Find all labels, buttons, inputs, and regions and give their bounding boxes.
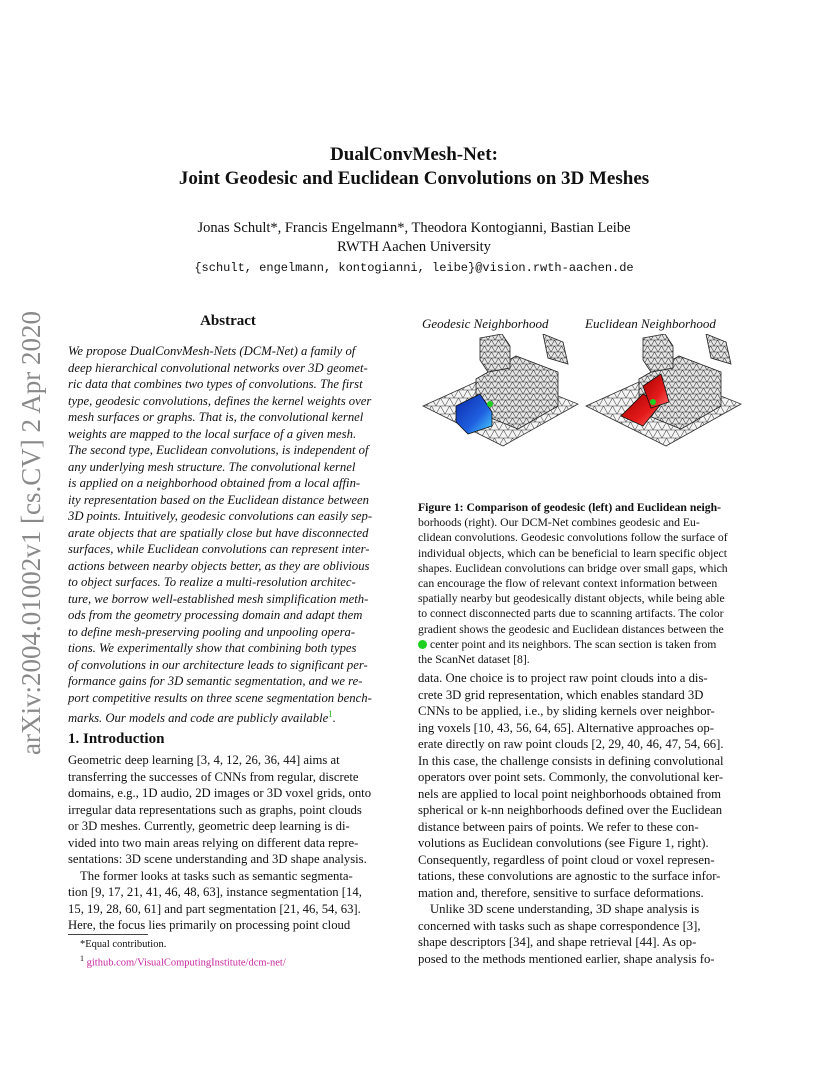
center-point-icon bbox=[650, 399, 656, 405]
abstract-line: formance gains for 3D semantic segmentation, and we re- bbox=[68, 674, 363, 688]
abstract-line: deep hierarchical convolutional networks over 3D geomet- bbox=[68, 360, 368, 375]
abstract-line: ods from the geometry processing domain and adapt them bbox=[68, 608, 363, 622]
caption-line: borhoods (right). Our DCM-Net combines geodesic and Eu- bbox=[418, 516, 700, 530]
authors: Jonas Schult*, Francis Engelmann*, Theodora Kontogianni, Bastian Leibe bbox=[197, 220, 631, 236]
caption-line: the ScanNet dataset [8]. bbox=[418, 653, 530, 667]
abstract-line: type, geodesic convolutions, defines the kernel weights over bbox=[68, 393, 372, 408]
body-line: In this case, the challenge consists in defining convolutional bbox=[418, 753, 724, 768]
intro-line: The former looks at tasks such as semantic segmenta- bbox=[80, 868, 353, 883]
abstract-line: is applied on a neighborhood obtained from a local affin- bbox=[68, 476, 361, 490]
caption-text: center point and its neighbors. The scan section is taken from bbox=[430, 637, 717, 651]
body-line: ing voxels [10, 43, 56, 64, 65]. Alternative approaches op- bbox=[418, 720, 714, 735]
caption-line: clidean convolutions. Geodesic convolutions follow the surface of bbox=[418, 531, 728, 545]
body-line: spherical or k-nn neighborhoods defined over the Euclidean bbox=[418, 803, 723, 817]
caption-line: to connect disconnected parts due to scanning artifacts. The color bbox=[418, 607, 724, 621]
body-line: concerned with tasks such as shape correspondence [3], bbox=[418, 918, 701, 933]
center-point-icon bbox=[418, 640, 427, 649]
abstract-line: ric data that combines two types of convolutions. The first bbox=[68, 377, 363, 391]
affiliation: RWTH Aachen University bbox=[337, 239, 491, 255]
body-line: erate directly on raw point clouds [2, 29, 40, 46, 47, 54, 66]. bbox=[418, 737, 724, 751]
abstract-line: tions. We experimentally show that combining both types bbox=[68, 641, 357, 655]
right-column-body bbox=[418, 670, 738, 967]
caption-line: shapes. Euclidean convolutions can bridge over small gaps, which bbox=[418, 561, 728, 575]
abstract-line: ity representation based on the Euclidean distance between bbox=[68, 492, 370, 507]
figure-label-euclidean: Euclidean Neighborhood bbox=[585, 316, 716, 331]
abstract-line: arate objects that are spatially close but have disconnected bbox=[68, 525, 369, 540]
caption-line: gradient shows the geodesic and Euclidean distances between the bbox=[418, 622, 724, 636]
abstract-line: any underlying mesh structure. The convolutional kernel bbox=[68, 459, 356, 474]
intro-line: vided into two main areas relying on different data repre- bbox=[68, 835, 359, 850]
footnote-equal: *Equal contribution. bbox=[80, 939, 167, 950]
caption-line: spatially nearby but geodesically distant objects, while being able bbox=[418, 592, 725, 606]
body-line: distance between pairs of points. We refer to these con- bbox=[418, 819, 699, 834]
body-line: crete 3D grid representation, which enables standard 3D bbox=[418, 687, 704, 702]
abstract-line: to define mesh-preserving pooling and unpooling opera- bbox=[68, 624, 356, 639]
abstract-line: to object surfaces. To realize a multi-resolution architec- bbox=[68, 575, 356, 589]
intro-line: Geometric deep learning [3, 4, 12, 26, 36, 44] aims at bbox=[68, 753, 340, 767]
body-line: CNNs to be applied, i.e., by sliding kernels over neighbor- bbox=[418, 704, 715, 718]
body-line: Consequently, regardless of point cloud or voxel represen- bbox=[418, 852, 715, 867]
intro-body bbox=[68, 752, 388, 934]
geodesic-mesh bbox=[423, 334, 578, 446]
arxiv-stamp-text: arXiv:2004.01002v1 [cs.CV] 2 Apr 2020 bbox=[16, 311, 46, 755]
euclidean-mesh bbox=[586, 334, 741, 446]
intro-line: Here, the focus lies primarily on processing point cloud bbox=[68, 918, 351, 932]
abstract-line: The second type, Euclidean convolutions, is independent of bbox=[68, 443, 369, 457]
body-line: posed to the methods mentioned earlier, shape analysis fo- bbox=[418, 951, 715, 966]
intro-line: 15, 19, 28, 60, 61] and part segmentation [21, 46, 54, 63]. bbox=[68, 901, 361, 916]
chair-mesh bbox=[543, 334, 568, 364]
chair-mesh bbox=[480, 334, 510, 372]
chair-mesh bbox=[706, 334, 731, 364]
abstract-last-line: marks. Our models and code are publicly available bbox=[68, 711, 329, 726]
abstract-body bbox=[68, 343, 388, 727]
chair-mesh bbox=[643, 334, 673, 372]
center-point-icon bbox=[487, 401, 493, 407]
paper-title-line2: Joint Geodesic and Euclidean Convolutions on 3D Meshes bbox=[178, 168, 650, 189]
footnote-rule bbox=[68, 934, 148, 935]
abstract-footnote-mark[interactable]: 1 bbox=[328, 709, 333, 719]
body-line: tations, these convolutions are agnostic to the surface infor- bbox=[418, 869, 721, 883]
caption-line: Figure 1: Comparison of geodesic (left) and Euclidean neigh- bbox=[418, 501, 722, 514]
abstract-line: 3D points. Intuitively, geodesic convolutions can easily sep- bbox=[68, 509, 373, 523]
intro-line: irregular data representations such as graphs, point clouds bbox=[68, 802, 362, 817]
intro-line: sentations: 3D scene understanding and 3D shape analysis. bbox=[68, 852, 367, 866]
abstract-line: of convolutions in our architecture leads to significant per- bbox=[68, 657, 368, 672]
body-line: operators over point sets. Commonly, the convolutional ker- bbox=[418, 770, 724, 784]
arxiv-stamp bbox=[0, 290, 50, 760]
body-line: data. One choice is to project raw point clouds into a dis- bbox=[418, 671, 708, 685]
abstract-line: weights are mapped to the local surface of a given mesh. bbox=[68, 426, 357, 441]
intro-line: or 3D meshes. Currently, geometric deep learning is di- bbox=[68, 819, 350, 833]
intro-heading: 1. Introduction bbox=[68, 731, 165, 747]
abstract-line: ture, we borrow well-established mesh simplification meth- bbox=[68, 591, 369, 606]
footnote-link-mark: 1 bbox=[80, 954, 84, 963]
caption-line: individual objects, which can be beneficial to learn specific object bbox=[418, 546, 727, 560]
caption-line: can encourage the flow of relevant context information between bbox=[418, 577, 718, 591]
intro-line: domains, e.g., 1D audio, 2D images or 3D voxel grids, onto bbox=[68, 786, 372, 800]
body-line: shape descriptors [34], and shape retrieval [44]. As op- bbox=[418, 935, 697, 949]
abstract-line: marks. Our models and code are publicly available$^1$. bbox=[68, 709, 336, 726]
emails: {schult, engelmann, kontogianni, leibe}@vision.rwth-aachen.de bbox=[194, 261, 634, 275]
abstract-line: We propose DualConvMesh-Nets (DCM-Net) a family of bbox=[68, 344, 356, 358]
footnote-link-row bbox=[80, 952, 286, 971]
figure-meshes bbox=[418, 334, 743, 484]
intro-line: transferring the successes of CNNs from regular, discrete bbox=[68, 769, 359, 784]
abstract-line: port competitive results on three scene segmentation bench- bbox=[68, 690, 372, 705]
paper-title-line1: DualConvMesh-Net: bbox=[330, 144, 498, 165]
code-link[interactable]: github.com/VisualComputingInstitute/dcm-net/ bbox=[86, 957, 286, 969]
body-line: nels are applied to local point neighborhoods obtained from bbox=[418, 786, 722, 801]
body-line: volutions as Euclidean convolutions (see Figure 1, right). bbox=[418, 836, 709, 850]
caption-line bbox=[418, 637, 738, 652]
body-line: Unlike 3D scene understanding, 3D shape analysis is bbox=[430, 902, 700, 916]
abstract-heading: Abstract bbox=[200, 313, 256, 329]
figure-label-geodesic: Geodesic Neighborhood bbox=[422, 316, 549, 331]
abstract-line: surfaces, while Euclidean convolutions can represent inter- bbox=[68, 542, 370, 556]
intro-line: tion [9, 17, 21, 41, 46, 48, 63], instance segmentation [14, bbox=[68, 885, 362, 899]
figure-caption bbox=[418, 500, 738, 667]
body-line: mation and, therefore, sensitive to surface deformations. bbox=[418, 885, 704, 900]
abstract-line: mesh surfaces or graphs. That is, the convolutional kernel bbox=[68, 410, 364, 424]
abstract-line: actions between nearby objects better, as they are oblivious bbox=[68, 558, 370, 573]
